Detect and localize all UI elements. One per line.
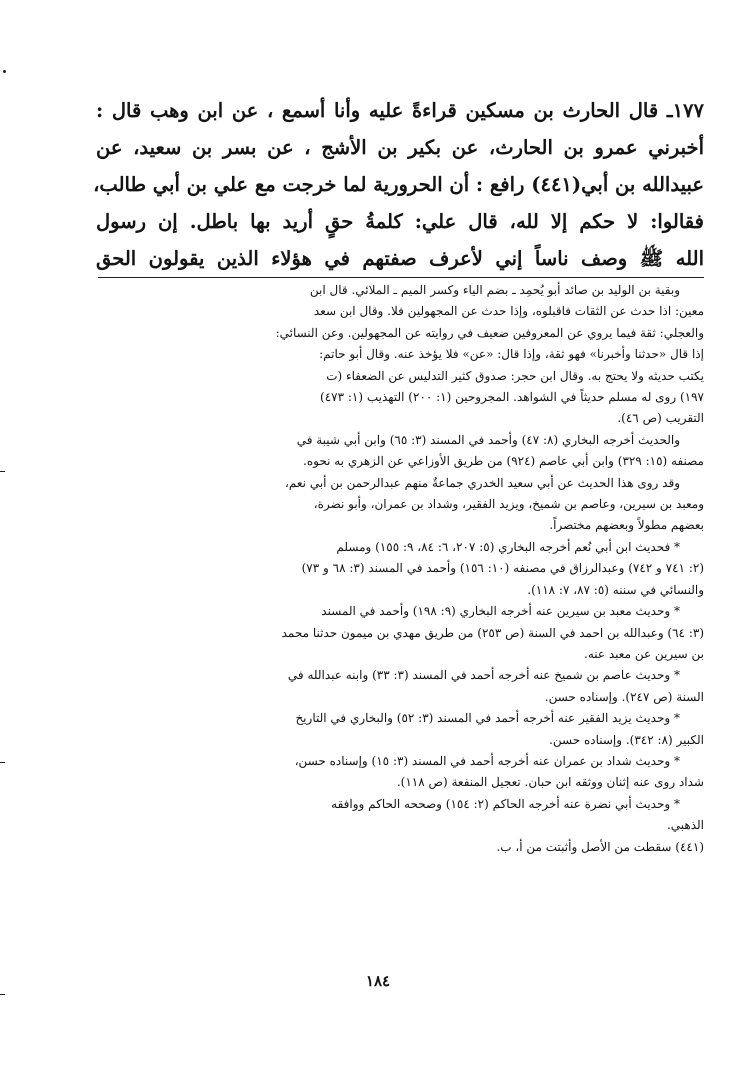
footnote-line: بن سيرين عن معبد عنه. [584, 646, 704, 661]
footnote-line: * فحديث ابن أبي نُعم أخرجه البخاري (٥: ٢٠٧، ٦: ٨٤، ٩: ١٥٥) ومسلم [336, 539, 680, 554]
main-text-line: الله ﷺ وصف ناساً إني لأعرف صفتهم في هؤلاء الذين يقولون الحق [96, 247, 704, 270]
footnote-line: * وحديث أبي نضرة عنه أخرجه الحاكم (٢: ١٥٤) وصححه الحاكم ووافقه [331, 796, 680, 811]
footnote-line: * وحديث شداد بن عمران عنه أخرجه أحمد في المسند (٣: ١٥) وإسناده حسن، [294, 753, 680, 768]
footnote-divider [98, 277, 704, 278]
footnote-line: وبقية بن الوليد بن صائد أبو يُحمِد ـ بضم الياء وكسر الميم ـ الملائي. قال ابن [309, 283, 680, 297]
footnote-line: * وحديث يزيد الفقير عنه أخرجه أحمد في المسند (٣: ٥٢) والبخاري في التاريخ [295, 711, 680, 726]
main-text-block [93, 92, 704, 277]
footnote-line: الذهبي. [666, 818, 704, 833]
footnote-line: ومعبد بن سيرين، وعاصم بن شميخ، ويزيد الفقير، وشداد بن عمران، وأبو نضرة، [313, 497, 704, 512]
main-text-line: ١٧٧ـ قال الحارث بن مسكين قراءةً عليه وأنا أسمع ، عن ابن وهب قال : [96, 99, 704, 122]
footnote-line: الكبير (٨: ٣٤٢). وإسناده حسن. [549, 732, 704, 747]
footnote-441: (٤٤١) سقطت من الأصل وأثبتت من أ، ب. [496, 839, 704, 854]
scan-tick-mark [0, 994, 5, 995]
main-text-line: عبيدالله بن أبي(٤٤١) رافع : أن الحرورية لما خرجت مع علي بن أبي طالب، [93, 173, 704, 196]
scan-tick-mark [0, 471, 5, 472]
footnote-line: والعجلي: ثقة فيما يروي عن المعروفين ضعيف في روايته عن المجهولين. وعن النسائي: [275, 325, 704, 340]
footnote-line: (٢: ٧٤١ و ٧٤٢) وعبدالرزاق في مصنفه (١٠: ١٥٦) وأحمد في المسند (٣: ٦٨ و ٧٣) [301, 561, 704, 576]
scan-tick-mark [0, 762, 5, 763]
footnote-line: بعضهم مطولاً وبعضهم مختصراً. [549, 518, 704, 533]
footnote-line: * وحديث عاصم بن شميخ عنه أخرجه أحمد في المسند (٣: ٣٣) وابنه عبدالله في [287, 668, 680, 683]
footnote-line: والنسائي في سننه (٥: ٨٧، ٧: ١١٨). [527, 582, 704, 597]
footnote-line: معين: اذا حدث عن الثقات فاقبلوه، وإذا حدث عن المجهولين فلا. وقال ابن سعد [313, 304, 704, 319]
footnote-line: وقد روى هذا الحديث عن أبي سعيد الخدري جماعةٌ منهم عبدالرحمن بن أبي نعم، [285, 475, 680, 490]
main-text-line: أخبرني عمرو بن الحارث، عن بكير بن الأشج ، عن بسر بن سعيد، عن [96, 136, 704, 159]
footnote-line: ١٩٧) روى له مسلم حديثاً في الشواهد. المجروحين (١: ٢٠٠) التهذيب (١: ٤٧٣) [320, 390, 704, 405]
footnote-line: إذا قال «حدثنا وأخبرنا» فهو ثقة، وإذا قال: «عن» فلا يؤخذ عنه. وقال أبو حاتم: [319, 347, 704, 362]
footnote-line: التقريب (ص ٤٦). [617, 411, 704, 426]
main-text-line: فقالوا: لا حكم إلا لله، قال علي: كلمةُ حقٍ أريد بها باطل. إن رسول [96, 210, 704, 233]
scan-speck [3, 70, 6, 73]
footnote-line: يكتب حديثه ولا يحتج به. وقال ابن حجر: صدوق كثير التدليس عن الضعفاء (ت [326, 368, 704, 383]
footnote-line: (٣: ٦٤) وعبدالله بن احمد في السنة (ص ٢٥٣) من طريق مهدي بن ميمون حدثنا محمد [281, 625, 704, 640]
footnote-line: السنة (ص ٢٤٧). وإسناده حسن. [544, 689, 704, 704]
footnote-line: مصنفه (١٥: ٣٢٩) وابن أبي عاصم (٩٢٤) من طريق الأوزاعي عن الزهري به نحوه. [303, 454, 704, 469]
footnote-line: والحديث أخرجه البخاري (٨: ٤٧) وأحمد في المسند (٣: ٦٥) وابن أبي شيبة في [296, 432, 680, 447]
page-number: ١٨٤ [365, 972, 391, 990]
footnote-line: شداد روى عنه إثنان ووثقه ابن حبان. تعجيل المنفعة (ص ١١٨). [396, 775, 704, 790]
footnotes-block [98, 280, 704, 858]
footnote-line: * وحديث معبد بن سيرين عنه أخرجه البخاري (٩: ١٩٨) وأحمد في المسند [321, 604, 680, 619]
